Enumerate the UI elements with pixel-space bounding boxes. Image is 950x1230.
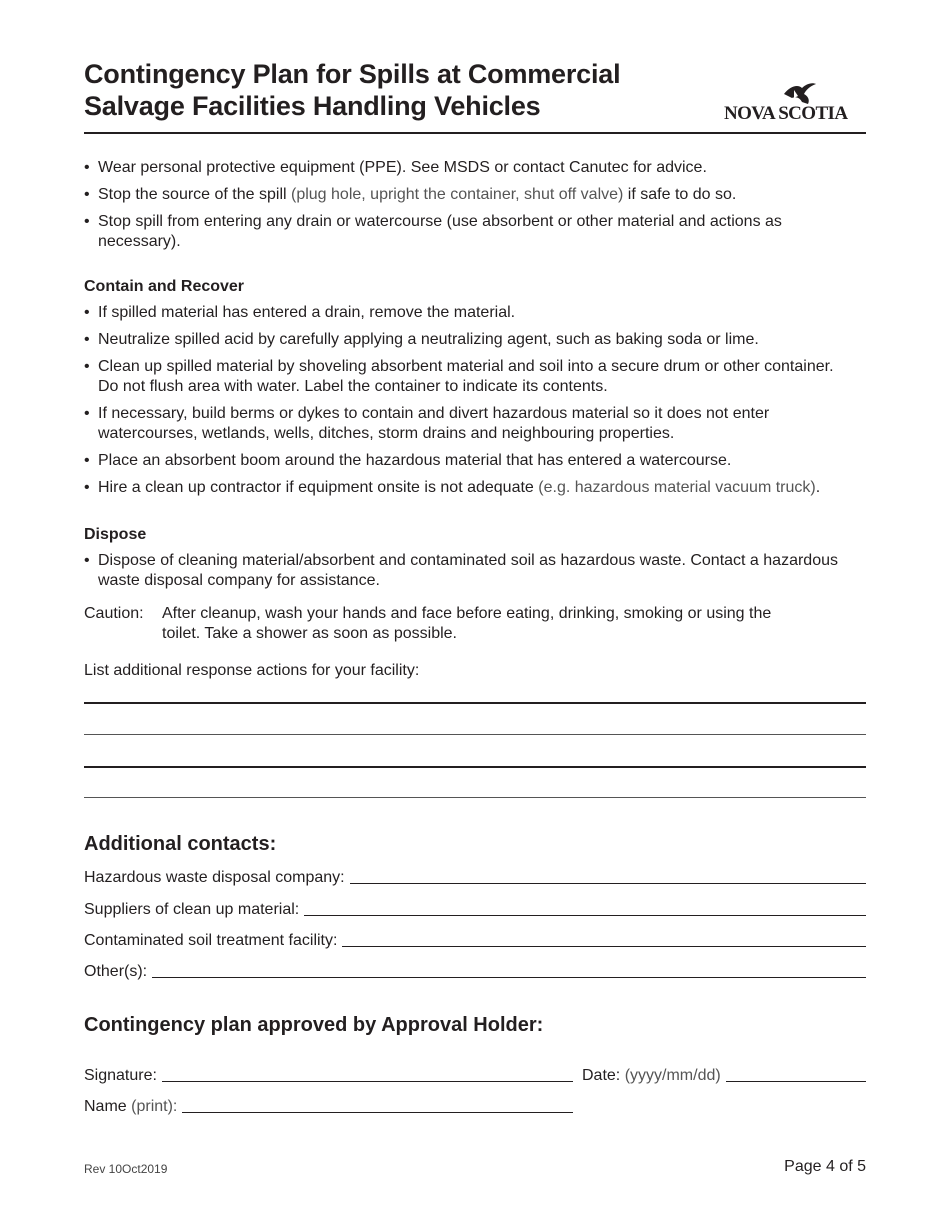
cleanup-suppliers-field[interactable] (84, 898, 866, 920)
signature-field[interactable] (84, 1064, 573, 1086)
soil-treatment-facility-field[interactable] (84, 929, 866, 951)
bullet-item: • If spilled material has entered a drain, remove the material. (84, 303, 866, 323)
approval-heading: Contingency plan approved by Approval Holder: (84, 1014, 544, 1036)
response-action-line-3[interactable] (84, 766, 866, 768)
additional-actions-prompt: List additional response actions for your facility: (84, 662, 420, 679)
signature-line[interactable] (162, 1080, 573, 1082)
nova-scotia-logo (724, 82, 866, 122)
field-line[interactable] (304, 914, 866, 916)
contain-bullet-list (84, 303, 866, 498)
response-action-line-2[interactable] (84, 734, 866, 735)
other-contacts-field[interactable] (84, 960, 866, 982)
intro-bullet-list (84, 158, 866, 252)
signature-label: Signature: (84, 1067, 157, 1084)
bullet-item: • Dispose of cleaning material/absorbent and contaminated soil as hazardous waste. Contact a hazardous waste disposal company for assistance. (84, 551, 848, 591)
dispose-section (84, 525, 866, 598)
field-line[interactable] (350, 882, 866, 884)
document-page (84, 0, 866, 1230)
date-line[interactable] (726, 1080, 866, 1082)
intro-section (84, 158, 866, 259)
bullet-item: • Wear personal protective equipment (PPE). See MSDS or contact Canutec for advice. (84, 158, 866, 178)
hazardous-waste-company-field[interactable] (84, 866, 866, 888)
contacts-heading: Additional contacts: (84, 833, 277, 855)
page-number: Page 4 of 5 (784, 1158, 866, 1175)
name-print-field[interactable] (84, 1095, 573, 1117)
section-heading: Contain and Recover (84, 278, 245, 295)
field-line[interactable] (152, 976, 866, 978)
bullet-item: • Stop spill from entering any drain or watercourse (use absorbent or other material and actions as necessary). (84, 212, 788, 252)
title-line-1: Contingency Plan for Spills at Commercial (84, 59, 621, 89)
header-divider (84, 132, 866, 134)
bullet-item: • Clean up spilled material by shoveling absorbent material and soil into a secure drum or other container. Do not flush area with water. Label the container to indicate its contents. (84, 357, 843, 397)
page-title (84, 58, 684, 122)
field-label: Contaminated soil treatment facility: (84, 932, 338, 949)
svg-text:NOVA SCOTIA: NOVA SCOTIA (724, 103, 848, 122)
section-heading: Dispose (84, 526, 147, 543)
bullet-item: • Place an absorbent boom around the hazardous material that has entered a watercourse. (84, 451, 866, 471)
bullet-item: • Stop the source of the spill (plug hole, upright the container, shut off valve) if safe to do so. (84, 185, 866, 205)
field-line[interactable] (342, 945, 866, 947)
revision-label: Rev 10Oct2019 (84, 1162, 168, 1176)
name-label: Name (print): (84, 1098, 178, 1115)
title-line-2: Salvage Facilities Handling Vehicles (84, 91, 541, 121)
caution-text: After cleanup, wash your hands and face before eating, drinking, smoking or using the toilet. Take a shower as soon as possible. (162, 605, 772, 642)
response-action-line-1[interactable] (84, 702, 866, 704)
date-field[interactable] (582, 1064, 866, 1086)
contain-recover-section (84, 277, 866, 505)
nova-scotia-logo-icon (724, 82, 866, 122)
caution-label: Caution: (84, 605, 144, 622)
field-label: Suppliers of clean up material: (84, 901, 300, 918)
bullet-item: • Neutralize spilled acid by carefully applying a neutralizing agent, such as baking soda or lime. (84, 330, 866, 350)
date-label: Date: (yyyy/mm/dd) (582, 1067, 721, 1084)
field-label: Hazardous waste disposal company: (84, 869, 345, 886)
field-label: Other(s): (84, 963, 148, 980)
dispose-bullet-list (84, 551, 866, 591)
bullet-item: • Hire a clean up contractor if equipment onsite is not adequate (e.g. hazardous material vacuum truck). (84, 478, 866, 498)
bullet-item: • If necessary, build berms or dykes to contain and divert hazardous material so it does not enter watercourses, wetlands, wells, ditches, storm drains and neighbouring properties. (84, 404, 853, 444)
response-action-line-4[interactable] (84, 797, 866, 798)
name-line[interactable] (182, 1111, 573, 1113)
